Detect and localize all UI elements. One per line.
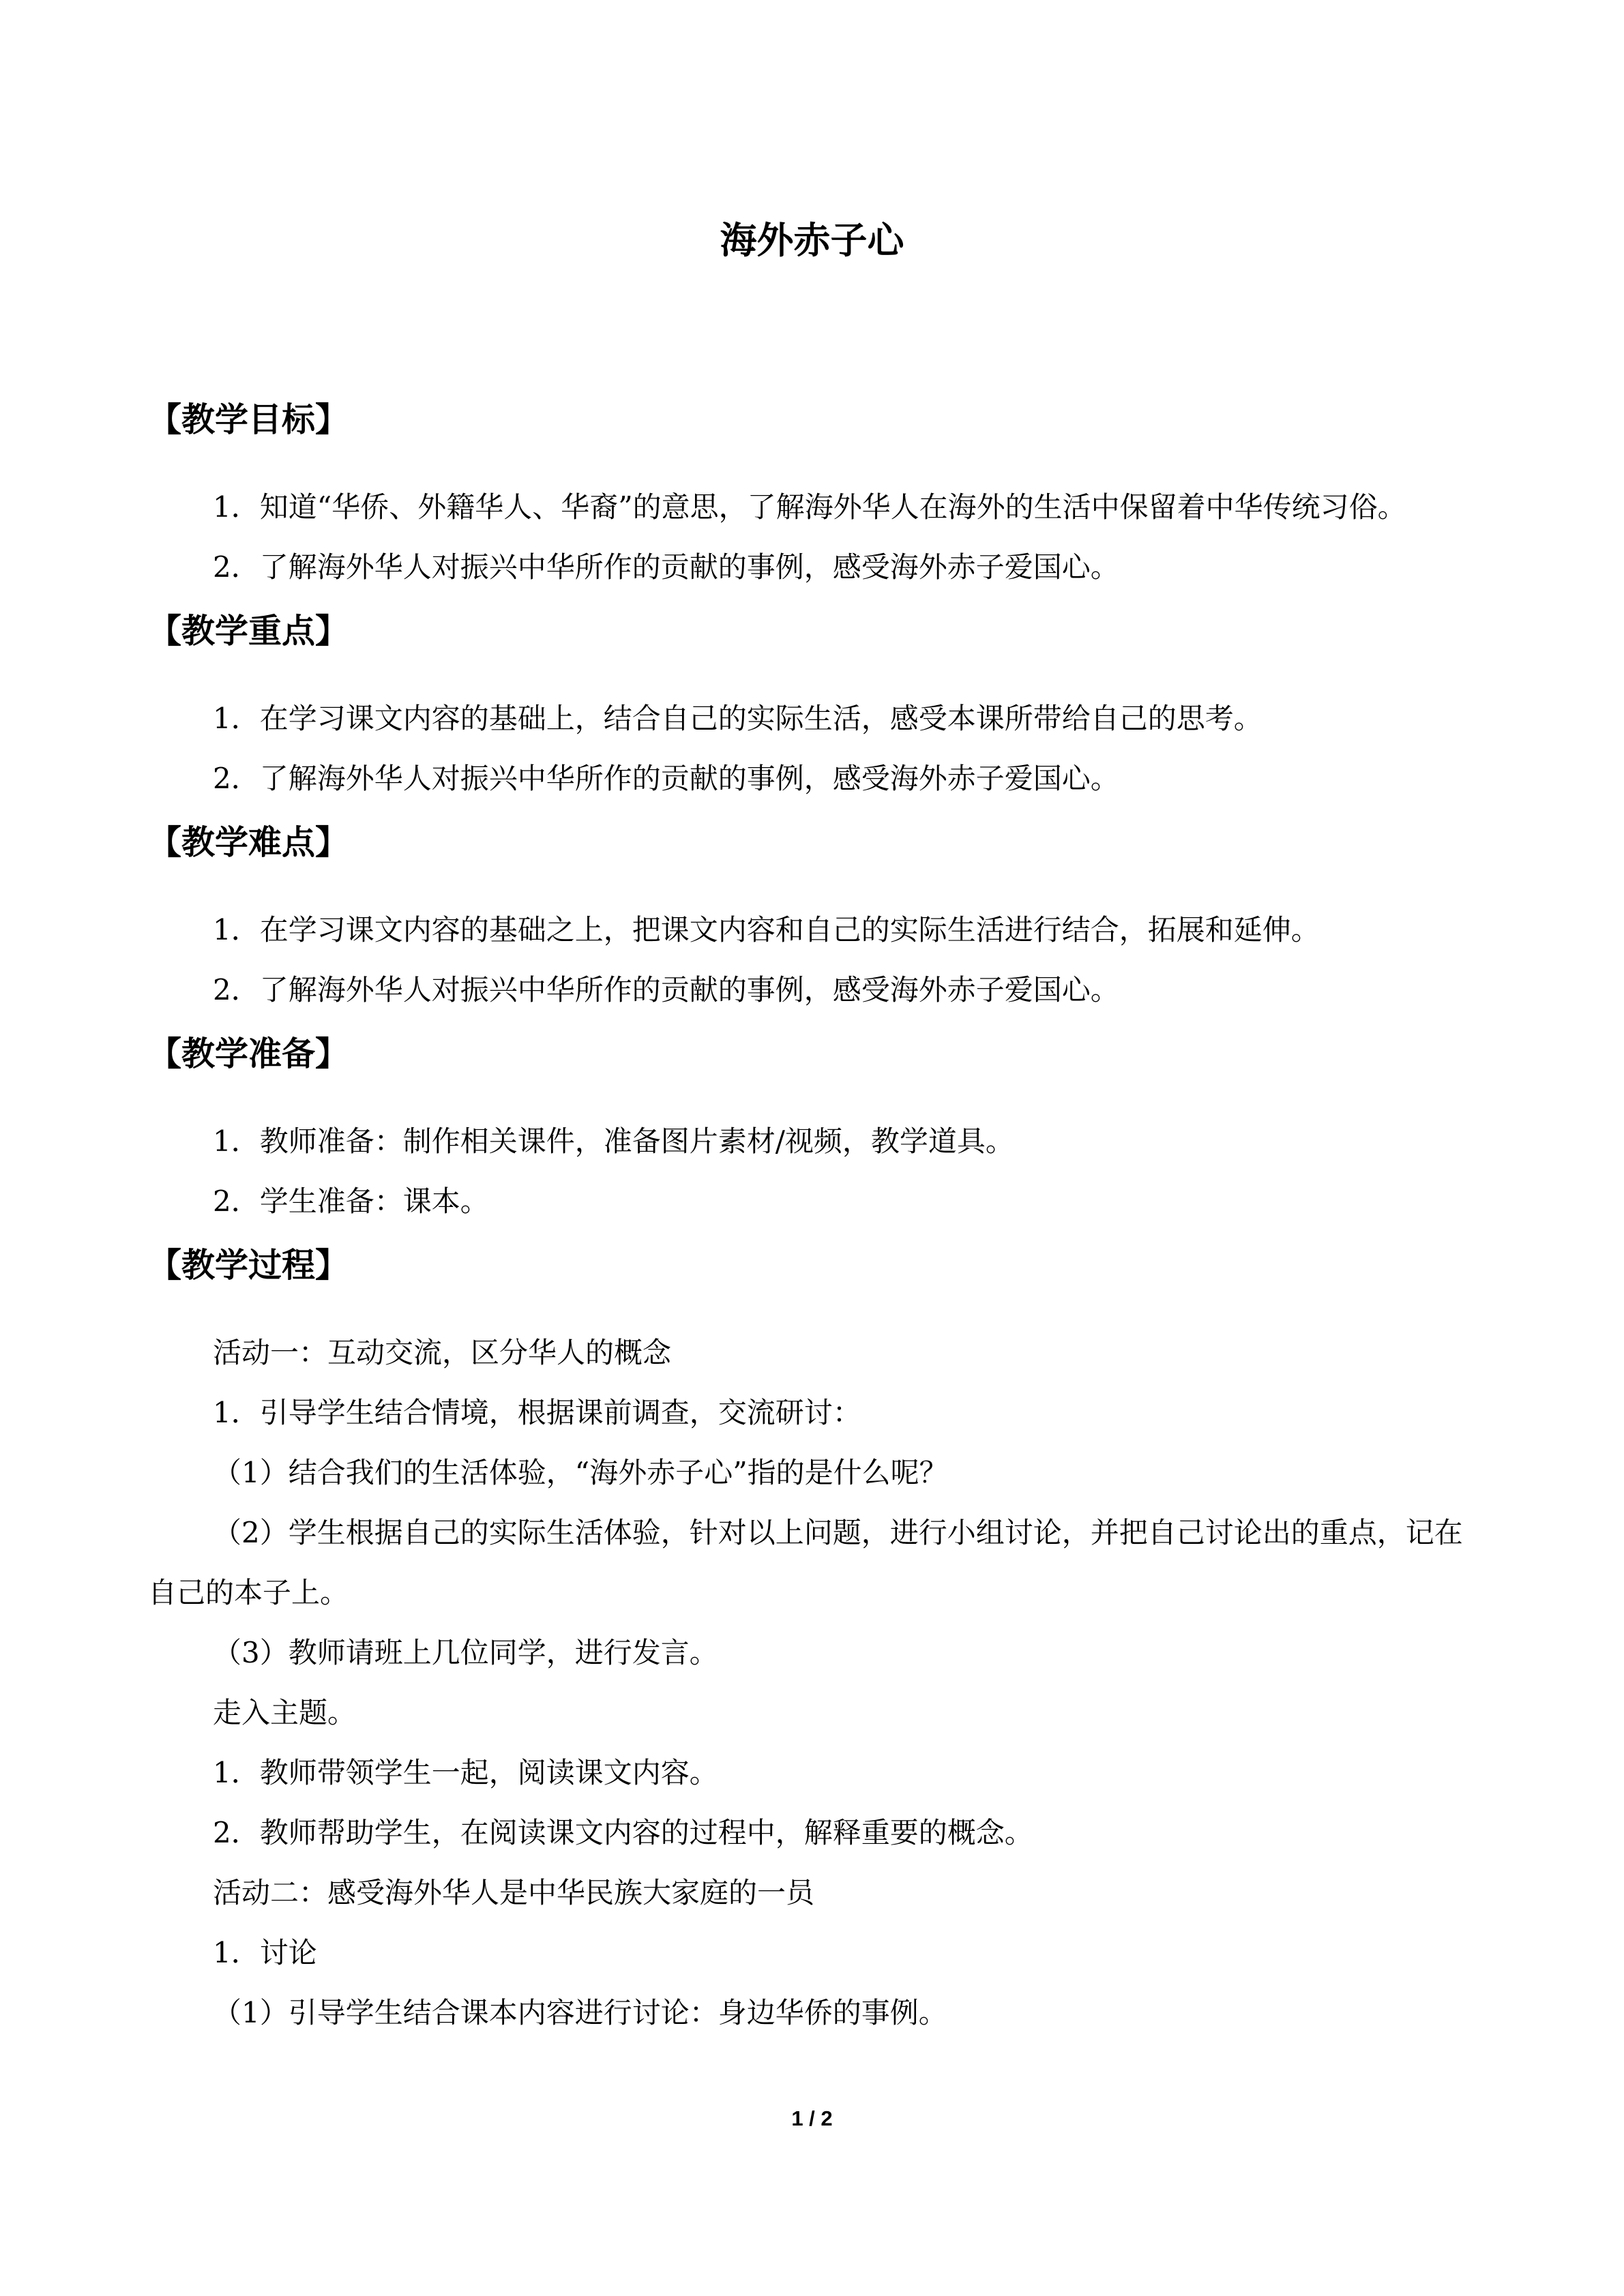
paragraph: （3）教师请班上几位同学，进行发言。 <box>213 1636 718 1669</box>
section-heading-difficulties: 【教学难点】 <box>148 822 349 862</box>
paragraph: （1）引导学生结合课本内容进行讨论：身边华侨的事例。 <box>213 1996 947 2029</box>
page-number: 1 / 2 <box>791 2106 833 2130</box>
paragraph: 2．学生准备：课本。 <box>213 1184 489 1218</box>
paragraph: 2．了解海外华人对振兴中华所作的贡献的事例，感受海外赤子爱国心。 <box>213 550 1119 584</box>
paragraph: 2．了解海外华人对振兴中华所作的贡献的事例，感受海外赤子爱国心。 <box>213 762 1119 795</box>
paragraph: 1．知道“华侨、外籍华人、华裔”的意思，了解海外华人在海外的生活中保留着中华传统习俗。 <box>213 490 1406 524</box>
section-heading-process: 【教学过程】 <box>148 1245 349 1285</box>
paragraph: 2．了解海外华人对振兴中华所作的贡献的事例，感受海外赤子爱国心。 <box>213 973 1119 1007</box>
paragraph: 1．在学习课文内容的基础上，结合自己的实际生活，感受本课所带给自己的思考。 <box>213 702 1263 735</box>
paragraph: 1．教师带领学生一起，阅读课文内容。 <box>213 1756 718 1789</box>
section-heading-objectives: 【教学目标】 <box>148 400 349 439</box>
paragraph: 走入主题。 <box>213 1696 357 1729</box>
paragraph: 1．讨论 <box>213 1936 317 1969</box>
paragraph: 活动二：感受海外华人是中华民族大家庭的一员 <box>213 1876 815 1909</box>
document-body <box>148 389 1478 2043</box>
paragraph: 1．引导学生结合情境，根据课前调查，交流研讨： <box>213 1396 861 1429</box>
section-heading-key-points: 【教学重点】 <box>148 611 349 651</box>
paragraph: 1．在学习课文内容的基础之上，把课文内容和自己的实际生活进行结合，拓展和延伸。 <box>213 913 1320 946</box>
paragraph: 2．教师帮助学生，在阅读课文内容的过程中，解释重要的概念。 <box>213 1816 1033 1849</box>
paragraph: 活动一：互动交流，区分华人的概念 <box>213 1336 672 1369</box>
paragraph: （2）学生根据自己的实际生活体验，针对以上问题，进行小组讨论，并把自己讨论出的重点，记在自己的本子上。 <box>148 1516 1463 1609</box>
paragraph: 1．教师准备：制作相关课件，准备图片素材/视频，教学道具。 <box>213 1124 1014 1158</box>
document-title: 海外赤子心 <box>720 218 904 262</box>
section-heading-preparation: 【教学准备】 <box>148 1034 349 1073</box>
paragraph: （1）结合我们的生活体验，“海外赤子心”指的是什么呢？ <box>213 1456 948 1489</box>
